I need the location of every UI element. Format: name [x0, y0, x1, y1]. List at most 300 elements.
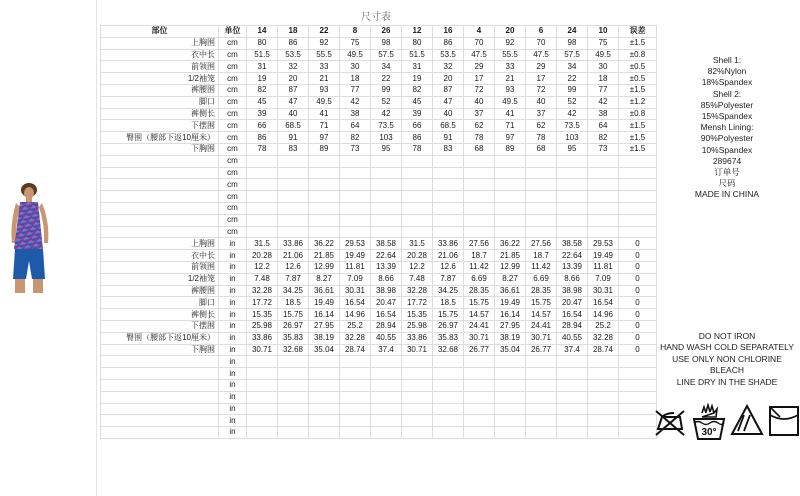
value-cell: 11.81	[340, 261, 371, 273]
value-cell	[371, 368, 402, 380]
value-cell	[588, 202, 619, 214]
value-cell	[247, 403, 278, 415]
value-cell	[495, 179, 526, 191]
value-cell: 34	[557, 61, 588, 73]
value-cell: 36.61	[309, 285, 340, 297]
value-cell	[371, 179, 402, 191]
no-iron-icon	[654, 403, 686, 437]
value-cell: 19.49	[340, 250, 371, 262]
value-cell: 26.97	[433, 320, 464, 332]
value-cell: 97	[309, 132, 340, 144]
value-cell	[371, 155, 402, 167]
value-cell: 32.68	[433, 344, 464, 356]
value-cell	[340, 179, 371, 191]
value-cell: 73	[340, 143, 371, 155]
part-cell: 下摆围	[101, 120, 219, 132]
value-cell	[371, 379, 402, 391]
value-cell: 30.71	[526, 332, 557, 344]
unit-cell: cm	[219, 49, 247, 61]
value-cell: 38.19	[495, 332, 526, 344]
size-chart-table	[100, 25, 657, 439]
value-cell	[619, 214, 657, 226]
value-cell	[309, 167, 340, 179]
value-cell	[340, 403, 371, 415]
value-cell	[371, 427, 402, 439]
value-cell	[557, 214, 588, 226]
unit-cell: in	[219, 403, 247, 415]
value-cell: 6.69	[464, 273, 495, 285]
value-cell: 32.28	[402, 285, 433, 297]
column-header: 单位	[219, 26, 247, 38]
value-cell	[433, 179, 464, 191]
value-cell: 33	[309, 61, 340, 73]
value-cell: 35.83	[433, 332, 464, 344]
part-cell: 脚口	[101, 297, 219, 309]
value-cell	[340, 167, 371, 179]
value-cell	[340, 214, 371, 226]
value-cell: ±1.2	[619, 96, 657, 108]
value-cell	[557, 368, 588, 380]
value-cell	[433, 403, 464, 415]
value-cell: 7.09	[588, 273, 619, 285]
column-header: 8	[340, 26, 371, 38]
value-cell	[433, 202, 464, 214]
value-cell: 93	[309, 84, 340, 96]
part-cell	[101, 356, 219, 368]
value-cell: 33.86	[433, 238, 464, 250]
value-cell	[619, 415, 657, 427]
value-cell: 75	[588, 37, 619, 49]
value-cell: 91	[278, 132, 309, 144]
value-cell: 64	[588, 120, 619, 132]
value-cell	[557, 155, 588, 167]
table-row	[101, 379, 657, 391]
value-cell: 92	[309, 37, 340, 49]
value-cell	[619, 226, 657, 238]
value-cell	[247, 191, 278, 203]
value-cell: 11.42	[464, 261, 495, 273]
value-cell	[526, 214, 557, 226]
value-cell	[495, 226, 526, 238]
value-cell	[619, 427, 657, 439]
value-cell: 12.99	[495, 261, 526, 273]
value-cell: 33.86	[402, 332, 433, 344]
value-cell: 18.5	[278, 297, 309, 309]
value-cell	[371, 415, 402, 427]
value-cell: 38	[588, 108, 619, 120]
unit-cell: cm	[219, 202, 247, 214]
value-cell: 49.5	[309, 96, 340, 108]
value-cell: 25.98	[247, 320, 278, 332]
value-cell: ±1.5	[619, 143, 657, 155]
value-cell: 30.71	[464, 332, 495, 344]
value-cell: 77	[588, 84, 619, 96]
value-cell	[495, 214, 526, 226]
column-header: 26	[371, 26, 402, 38]
value-cell	[588, 179, 619, 191]
unit-cell: in	[219, 368, 247, 380]
value-cell	[247, 379, 278, 391]
value-cell	[433, 214, 464, 226]
value-cell: 21.85	[309, 250, 340, 262]
value-cell	[619, 202, 657, 214]
value-cell	[278, 368, 309, 380]
unit-cell: in	[219, 250, 247, 262]
value-cell: 22.64	[371, 250, 402, 262]
material-line: Shell 2:	[712, 88, 742, 99]
value-cell	[247, 202, 278, 214]
value-cell: 82	[340, 132, 371, 144]
value-cell: 80	[402, 37, 433, 49]
value-cell: 32	[278, 61, 309, 73]
value-cell: 82	[588, 132, 619, 144]
unit-cell: cm	[219, 61, 247, 73]
value-cell: 21	[309, 73, 340, 85]
unit-cell: in	[219, 238, 247, 250]
value-cell	[402, 368, 433, 380]
value-cell	[619, 356, 657, 368]
value-cell: 38	[340, 108, 371, 120]
value-cell	[557, 379, 588, 391]
value-cell: 0	[619, 297, 657, 309]
value-cell	[526, 167, 557, 179]
part-cell	[101, 415, 219, 427]
value-cell	[402, 391, 433, 403]
value-cell	[526, 379, 557, 391]
value-cell: 57.5	[557, 49, 588, 61]
value-cell	[588, 415, 619, 427]
value-cell	[247, 214, 278, 226]
value-cell: 87	[433, 84, 464, 96]
value-cell: 19.49	[309, 297, 340, 309]
part-cell: 1/2袖笼	[101, 273, 219, 285]
table-row	[101, 356, 657, 368]
value-cell	[371, 226, 402, 238]
table-row	[101, 344, 657, 356]
value-cell	[495, 191, 526, 203]
value-cell: 71	[495, 120, 526, 132]
value-cell: 18.7	[464, 250, 495, 262]
value-cell: 7.87	[433, 273, 464, 285]
value-cell: 89	[495, 143, 526, 155]
value-cell: 35.04	[309, 344, 340, 356]
value-cell	[619, 155, 657, 167]
value-cell: 28.74	[340, 344, 371, 356]
value-cell	[433, 391, 464, 403]
value-cell	[278, 214, 309, 226]
unit-cell: cm	[219, 226, 247, 238]
value-cell	[340, 226, 371, 238]
value-cell	[340, 202, 371, 214]
value-cell: 19	[402, 73, 433, 85]
part-cell: 裤侧长	[101, 108, 219, 120]
value-cell: 11.42	[526, 261, 557, 273]
value-cell	[464, 379, 495, 391]
care-instructions	[652, 331, 800, 388]
unit-cell: cm	[219, 132, 247, 144]
value-cell: 66	[247, 120, 278, 132]
value-cell: 30	[588, 61, 619, 73]
value-cell: 33	[495, 61, 526, 73]
value-cell: 20.47	[557, 297, 588, 309]
value-cell: 29	[464, 61, 495, 73]
value-cell: 27.95	[309, 320, 340, 332]
wash-temp-label: 30°	[701, 427, 717, 438]
value-cell: 47.5	[464, 49, 495, 61]
value-cell	[464, 391, 495, 403]
value-cell: 12.2	[247, 261, 278, 273]
value-cell: 12.6	[433, 261, 464, 273]
value-cell: 15.75	[464, 297, 495, 309]
value-cell: 8.27	[495, 273, 526, 285]
material-line: 18%Spandex	[701, 77, 753, 88]
value-cell	[588, 391, 619, 403]
part-cell: 臀围（腰部下返10厘米）	[101, 132, 219, 144]
value-cell: 12.6	[278, 261, 309, 273]
part-cell: 上胸围	[101, 238, 219, 250]
value-cell	[557, 427, 588, 439]
value-cell: 20	[278, 73, 309, 85]
part-cell: 衣中长	[101, 49, 219, 61]
value-cell: 0	[619, 273, 657, 285]
value-cell: 45	[402, 96, 433, 108]
value-cell: 33.86	[278, 238, 309, 250]
value-cell: 26.77	[464, 344, 495, 356]
value-cell	[526, 415, 557, 427]
value-cell: 38.58	[557, 238, 588, 250]
value-cell	[588, 214, 619, 226]
value-cell: 89	[309, 143, 340, 155]
value-cell: 16.14	[495, 309, 526, 321]
value-cell: 42	[371, 108, 402, 120]
material-line: Mensh Lining:	[700, 122, 754, 133]
value-cell	[402, 415, 433, 427]
value-cell	[557, 226, 588, 238]
value-cell	[464, 403, 495, 415]
value-cell	[619, 167, 657, 179]
value-cell: 14.57	[464, 309, 495, 321]
material-line: MADE IN CHINA	[694, 189, 760, 200]
value-cell	[371, 202, 402, 214]
value-cell: 39	[247, 108, 278, 120]
unit-cell: cm	[219, 214, 247, 226]
value-cell: 38.58	[371, 238, 402, 250]
value-cell	[309, 202, 340, 214]
table-row	[101, 167, 657, 179]
value-cell	[402, 179, 433, 191]
value-cell: 93	[495, 84, 526, 96]
value-cell	[495, 167, 526, 179]
value-cell: 78	[247, 143, 278, 155]
value-cell	[309, 179, 340, 191]
value-cell: 91	[433, 132, 464, 144]
value-cell: 45	[247, 96, 278, 108]
value-cell	[464, 427, 495, 439]
value-cell	[278, 155, 309, 167]
value-cell	[464, 167, 495, 179]
table-row	[101, 226, 657, 238]
value-cell: 37.4	[557, 344, 588, 356]
value-cell	[495, 379, 526, 391]
unit-cell: in	[219, 261, 247, 273]
part-cell	[101, 214, 219, 226]
value-cell	[588, 226, 619, 238]
value-cell	[340, 191, 371, 203]
value-cell: 0	[619, 285, 657, 297]
hand-wash-30-icon	[692, 403, 726, 443]
value-cell: ±1.5	[619, 84, 657, 96]
table-row	[101, 37, 657, 49]
value-cell	[557, 403, 588, 415]
value-cell	[588, 379, 619, 391]
value-cell: 62	[464, 120, 495, 132]
value-cell	[619, 379, 657, 391]
value-cell	[526, 403, 557, 415]
table-row	[101, 84, 657, 96]
value-cell: 47.5	[526, 49, 557, 61]
value-cell: 0	[619, 320, 657, 332]
unit-cell: in	[219, 297, 247, 309]
value-cell: 30.31	[340, 285, 371, 297]
value-cell	[247, 356, 278, 368]
value-cell	[526, 427, 557, 439]
table-row	[101, 297, 657, 309]
value-cell	[247, 427, 278, 439]
value-cell	[402, 356, 433, 368]
value-cell: 42	[557, 108, 588, 120]
value-cell: 72	[526, 84, 557, 96]
non-chlorine-bleach-icon	[730, 403, 764, 437]
unit-cell: cm	[219, 167, 247, 179]
value-cell	[557, 202, 588, 214]
value-cell	[464, 202, 495, 214]
value-cell: 31	[247, 61, 278, 73]
column-header: 20	[495, 26, 526, 38]
value-cell	[340, 391, 371, 403]
value-cell: 34	[371, 61, 402, 73]
value-cell: ±0.5	[619, 61, 657, 73]
value-cell: 30.71	[247, 344, 278, 356]
part-cell	[101, 391, 219, 403]
part-cell: 臀围（腰部下返10厘米）	[101, 332, 219, 344]
value-cell: 95	[371, 143, 402, 155]
material-line: 15%Spandex	[701, 111, 753, 122]
care-line: BLEACH	[709, 365, 744, 376]
value-cell: 18	[588, 73, 619, 85]
page-title: 尺寸表	[361, 12, 391, 23]
value-cell	[495, 155, 526, 167]
value-cell: 40	[433, 108, 464, 120]
value-cell: 18	[340, 73, 371, 85]
part-cell	[101, 202, 219, 214]
value-cell: 25.98	[402, 320, 433, 332]
value-cell: 32.28	[340, 332, 371, 344]
value-cell	[278, 356, 309, 368]
column-header: 24	[557, 26, 588, 38]
value-cell	[464, 214, 495, 226]
part-cell	[101, 155, 219, 167]
product-photo	[2, 183, 58, 295]
value-cell: 0	[619, 261, 657, 273]
part-cell: 衣中长	[101, 250, 219, 262]
value-cell	[557, 415, 588, 427]
value-cell: 28.35	[526, 285, 557, 297]
value-cell	[433, 415, 464, 427]
value-cell: 78	[526, 132, 557, 144]
value-cell	[464, 226, 495, 238]
value-cell	[247, 167, 278, 179]
value-cell	[464, 356, 495, 368]
value-cell	[588, 191, 619, 203]
value-cell: 95	[557, 143, 588, 155]
care-line: DO NOT IRON	[698, 331, 756, 341]
value-cell: 0	[619, 250, 657, 262]
table-row	[101, 273, 657, 285]
value-cell	[309, 403, 340, 415]
table-row	[101, 415, 657, 427]
value-cell	[309, 379, 340, 391]
value-cell: 16.54	[340, 297, 371, 309]
value-cell: 86	[278, 37, 309, 49]
table-row	[101, 61, 657, 73]
value-cell	[278, 179, 309, 191]
value-cell	[619, 368, 657, 380]
material-line: 289674	[712, 155, 742, 166]
value-cell: 20.28	[402, 250, 433, 262]
value-cell: 27.95	[495, 320, 526, 332]
unit-cell: cm	[219, 96, 247, 108]
unit-cell: cm	[219, 191, 247, 203]
value-cell: 86	[247, 132, 278, 144]
value-cell	[340, 415, 371, 427]
value-cell	[495, 368, 526, 380]
value-cell: 42	[340, 96, 371, 108]
table-row	[101, 49, 657, 61]
table-row	[101, 309, 657, 321]
value-cell	[557, 391, 588, 403]
value-cell: 64	[340, 120, 371, 132]
value-cell: ±1.5	[619, 132, 657, 144]
value-cell	[619, 403, 657, 415]
table-row	[101, 143, 657, 155]
value-cell: 31.5	[247, 238, 278, 250]
column-header: 误差	[619, 26, 657, 38]
value-cell: 25.2	[340, 320, 371, 332]
value-cell: 49.5	[588, 49, 619, 61]
value-cell: 47	[433, 96, 464, 108]
value-cell	[433, 379, 464, 391]
value-cell: 38.19	[309, 332, 340, 344]
left-column-divider	[96, 0, 97, 496]
column-header: 18	[278, 26, 309, 38]
part-cell	[101, 403, 219, 415]
value-cell: 49.5	[495, 96, 526, 108]
table-row	[101, 250, 657, 262]
value-cell	[309, 368, 340, 380]
value-cell	[464, 368, 495, 380]
value-cell: 38.98	[557, 285, 588, 297]
table-row	[101, 73, 657, 85]
unit-cell: in	[219, 427, 247, 439]
value-cell: 17.72	[402, 297, 433, 309]
value-cell: 49.5	[340, 49, 371, 61]
value-cell	[433, 191, 464, 203]
value-cell: 16.54	[588, 297, 619, 309]
value-cell: 0	[619, 332, 657, 344]
value-cell: 57.5	[371, 49, 402, 61]
unit-cell: cm	[219, 179, 247, 191]
value-cell: 28.94	[557, 320, 588, 332]
